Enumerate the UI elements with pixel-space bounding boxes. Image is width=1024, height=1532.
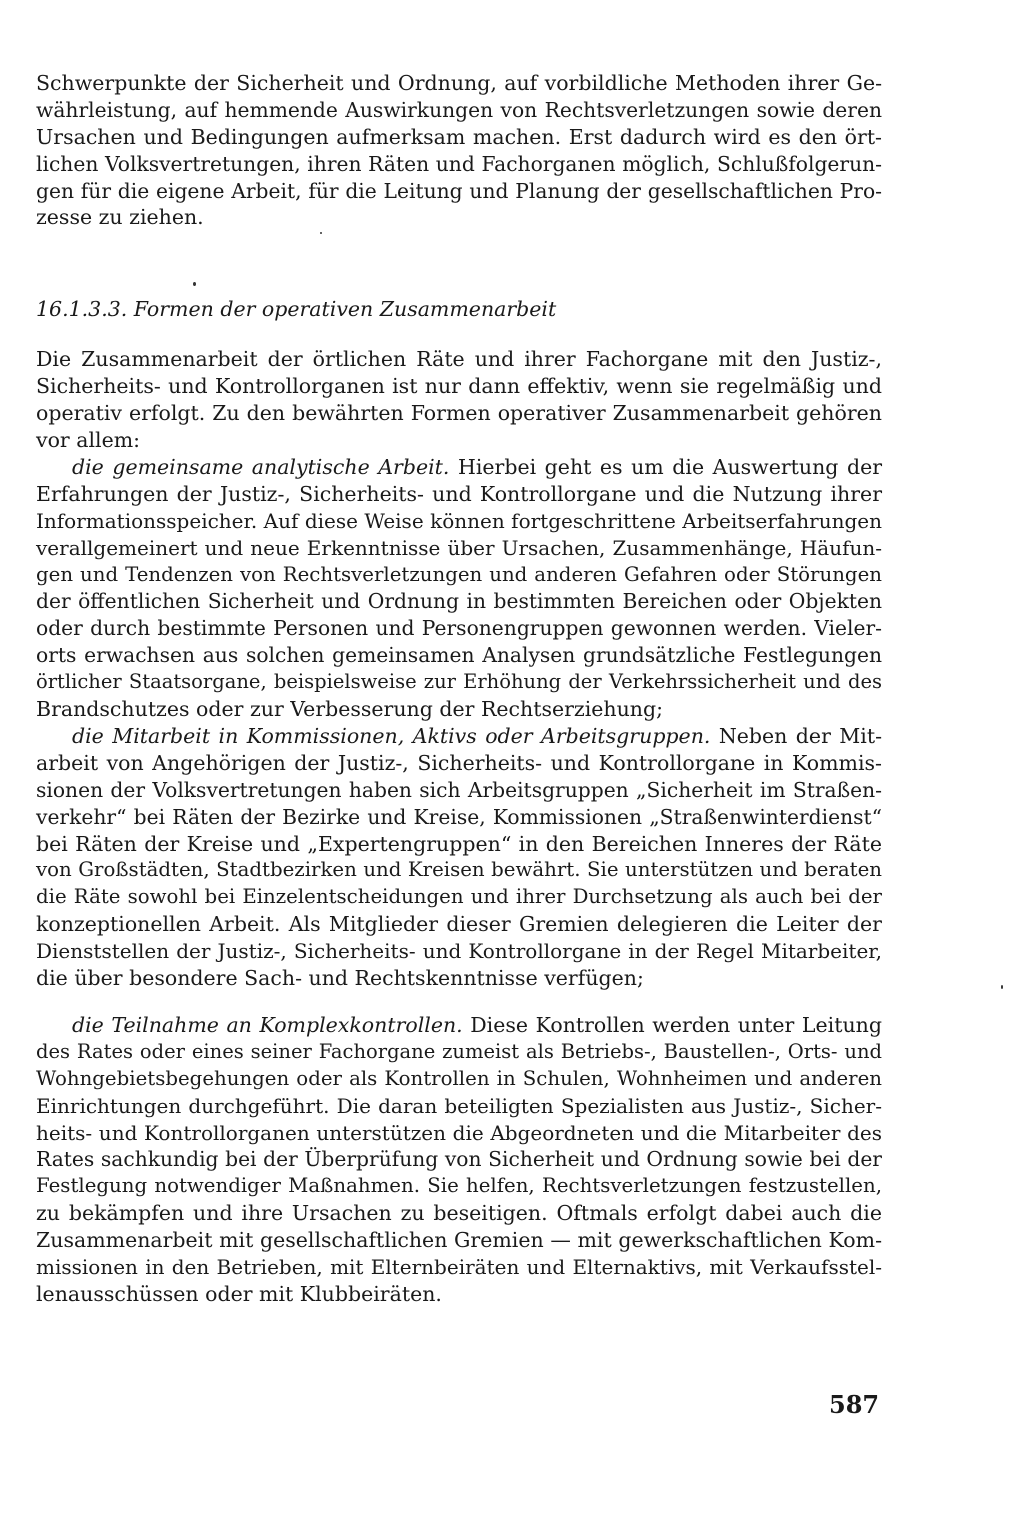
text-line: Die Zusammenarbeit der örtlichen Räte und ihrer Fachorgane mit den Justiz-,	[36, 347, 882, 371]
text-line: heits- und Kontrollorganen unterstützen die Abgeordneten und die Mitarbeiter des	[36, 1120, 882, 1145]
item-lead-rest: Diese Kontrollen werden unter Leitung	[470, 1013, 882, 1037]
text-line: Schwerpunkte der Sicherheit und Ordnung, auf vorbildliche Methoden ihrer Ge-	[36, 71, 882, 95]
text-line: zu bekämpfen und ihre Ursachen zu beseitigen. Oftmals erfolgt dabei auch die	[36, 1201, 882, 1226]
text-line: Brandschutzes oder zur Verbesserung der Rechtserziehung;	[36, 697, 664, 722]
page-number: 587	[829, 1390, 880, 1419]
text-line: Erfahrungen der Justiz-, Sicherheits- und Kontrollorgane und die Nutzung ihrer	[36, 481, 882, 506]
scan-speck	[1001, 985, 1003, 989]
text-line: Festlegung notwendiger Maßnahmen. Sie helfen, Rechtsverletzungen festzustellen,	[36, 1174, 882, 1198]
text-line: oder durch bestimmte Personen und Personengruppen gewonnen werden. Vieler-	[36, 616, 882, 641]
text-line: Einrichtungen durchgeführt. Die daran beteiligten Spezialisten aus Justiz-, Sicher-	[36, 1093, 882, 1118]
text-line: Wohngebietsbegehungen oder als Kontrollen in Schulen, Wohnheimen und anderen	[36, 1066, 882, 1090]
paragraph-cooperation	[36, 346, 882, 454]
text-line: des Rates oder eines seiner Fachorgane zumeist als Betriebs-, Baustellen-, Orts- und	[36, 1039, 882, 1063]
text-line: Dienststellen der Justiz-, Sicherheits- und Kontrollorgane in der Regel Mitarbeiter,	[36, 939, 882, 964]
text-line: missionen in den Betrieben, mit Elternbeiräten und Elternaktivs, mit Verkaufsstel-	[36, 1255, 882, 1280]
paragraph-intro	[36, 70, 882, 231]
text-line: die Räte sowohl bei Einzelentscheidungen und ihrer Durchsetzung als auch bei der	[36, 885, 882, 909]
text-line: verallgemeinert und neue Erkenntnisse über Ursachen, Zusammenhänge, Häufun-	[36, 535, 882, 560]
text-line: örtlicher Staatsorgane, beispielsweise zur Erhöhung der Verkehrssicherheit und des	[36, 670, 882, 694]
section-heading: 16.1.3.3. Formen der operativen Zusammenarbeit	[36, 297, 557, 321]
scan-speck	[193, 282, 196, 286]
text-line	[36, 454, 882, 481]
list-item-commissions	[36, 723, 882, 992]
text-line: Rates sachkundig bei der Überprüfung von Sicherheit und Ordnung sowie bei der	[36, 1147, 882, 1172]
text-line: arbeit von Angehörigen der Justiz-, Sicherheits- und Kontrollorgane in Kommis-	[36, 750, 882, 775]
text-line: Zusammenarbeit mit gesellschaftlichen Gremien — mit gewerkschaftlichen Kom-	[36, 1228, 882, 1253]
text-line: von Großstädten, Stadtbezirken und Kreisen bewährt. Sie unterstützen und beraten	[36, 858, 882, 882]
list-item-complex-controls	[36, 1012, 882, 1308]
text-line: vor allem:	[36, 427, 141, 452]
text-line: Informationsspeicher. Auf diese Weise können fortgeschrittene Arbeitserfahrungen	[36, 508, 882, 533]
item-lead-rest: Hierbei geht es um die Auswertung der	[457, 455, 883, 479]
text-line	[36, 723, 882, 750]
text-line: Sicherheits- und Kontrollorganen ist nur dann effektiv, wenn sie regelmäßig und	[36, 373, 882, 398]
scan-speck	[320, 232, 322, 234]
text-line: sionen der Volksvertretungen haben sich Arbeitsgruppen „Sicherheit im Straßen-	[36, 777, 882, 802]
item-lead: die gemeinsame analytische Arbeit.	[72, 455, 450, 479]
text-line: lichen Volksvertretungen, ihren Räten und Fachorganen möglich, Schlußfolgerun-	[36, 151, 882, 176]
text-line: konzeptionellen Arbeit. Als Mitglieder dieser Gremien delegieren die Leiter der	[36, 912, 882, 937]
text-line: lenausschüssen oder mit Klubbeiräten.	[36, 1281, 442, 1306]
text-line: die über besondere Sach- und Rechtskenntnisse verfügen;	[36, 966, 644, 991]
text-line: gen und Tendenzen von Rechtsverletzungen und anderen Gefahren oder Störungen	[36, 562, 882, 586]
text-line: gen für die eigene Arbeit, für die Leitung und Planung der gesellschaftlichen Pro-	[36, 178, 882, 203]
item-lead: die Teilnahme an Komplexkontrollen.	[72, 1013, 463, 1037]
text-line: währleistung, auf hemmende Auswirkungen von Rechtsverletzungen sowie deren	[36, 97, 882, 122]
list-item-analytical-work	[36, 454, 882, 723]
text-line: der öffentlichen Sicherheit und Ordnung in bestimmten Bereichen oder Objekten	[36, 589, 882, 614]
text-line: verkehr“ bei Räten der Bezirke und Kreise, Kommissionen „Straßenwinterdienst“	[36, 804, 882, 829]
text-line: zesse zu ziehen.	[36, 205, 204, 230]
text-line: operativ erfolgt. Zu den bewährten Formen operativer Zusammenarbeit gehören	[36, 400, 882, 425]
text-line: orts erwachsen aus solchen gemeinsamen Analysen grundsätzliche Festlegungen	[36, 643, 882, 668]
text-line	[36, 1012, 882, 1039]
text-line: Ursachen und Bedingungen aufmerksam machen. Erst dadurch wird es den ört-	[36, 124, 882, 149]
text-line: bei Räten der Kreise und „Expertengruppen“ in den Bereichen Inneres der Räte	[36, 831, 882, 856]
item-lead: die Mitarbeit in Kommissionen, Aktivs oder Arbeitsgruppen.	[72, 724, 711, 748]
item-lead-rest: Neben der Mit-	[718, 724, 882, 748]
